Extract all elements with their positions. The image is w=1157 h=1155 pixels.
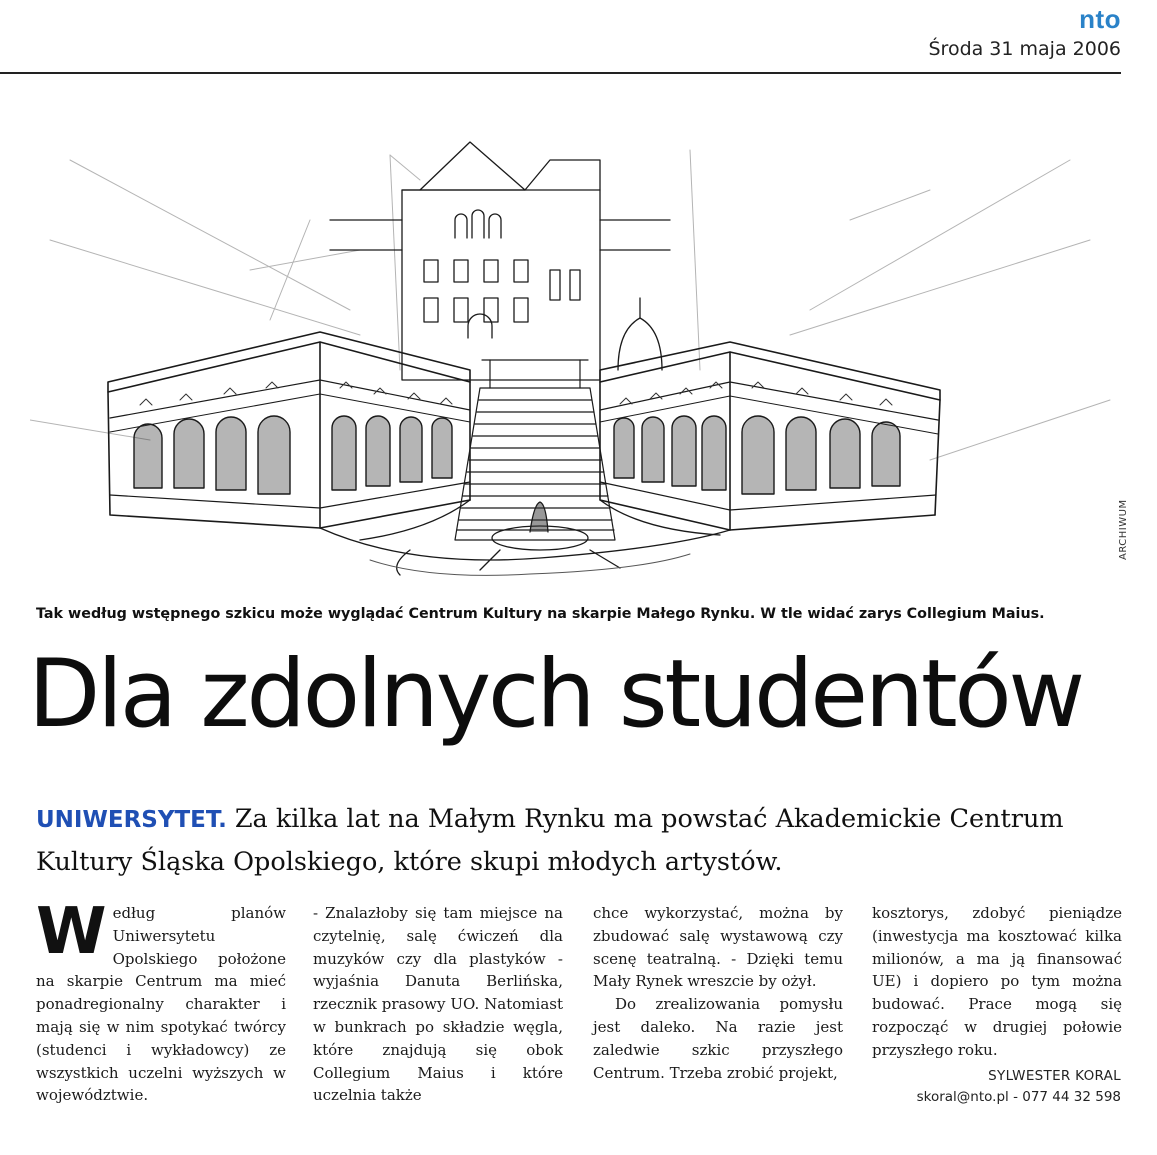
section-kicker: UNIWERSYTET. [36, 807, 227, 833]
column-3-paragraph-2: Do zrealizowania pomysłu jest daleko. Na razie jest zaledwie szkic przyszłego Centrum. Trzeba zrobić projekt, [593, 995, 843, 1082]
image-caption: Tak według wstępnego szkicu może wyglądać Centrum Kultury na skarpie Małego Rynku. W tle widać zarys Collegium Maius. [36, 606, 1045, 622]
photo-credit: ARCHIWUM [1118, 499, 1129, 560]
author-contact: skoral@nto.pl - 077 44 32 598 [916, 1089, 1121, 1105]
issue-date: Środa 31 maja 2006 [928, 38, 1121, 60]
article-lead [36, 798, 1106, 883]
author-byline: SYLWESTER KORAL [988, 1068, 1121, 1084]
column-4-text: kosztorys, zdobyć pieniądze (inwestycja ma kosztować kilka milionów, a ma ją finansować UE) i dopiero po tym można budować. Prace mogą się rozpocząć w drugiej połowie przyszłego roku. [872, 904, 1122, 1059]
article-headline: Dla zdolnych studentów [28, 640, 1082, 749]
column-3-paragraph-1: chce wykorzystać, można by zbudować salę wystawową czy scenę teatralną. - Dzięki temu Mały Rynek wreszcie by ożył. [593, 904, 843, 991]
column-2-text: - Znalazłoby się tam miejsce na czytelnię, salę ćwiczeń dla muzyków czy dla plastyków - wyjaśnia Danuta Berlińska, rzecznik prasowy UO. Natomiast w bunkrach po składzie węgla, które znajdują się obok Collegium Maius i które uczelnia także [313, 904, 563, 1105]
article-column-2 [313, 902, 563, 1107]
article-column-1 [36, 895, 286, 1107]
header-divider [0, 72, 1121, 74]
column-1-text: edług planów Uniwersytetu Opolskiego położone na skarpie Centrum ma mieć ponadregionalny charakter i mają się w nim spotykać twórcy (studenci i wykładowcy) ze wszystkich uczelni wyższych w województwie. [36, 904, 286, 1105]
article-column-3 [593, 902, 843, 1084]
publication-logo: nto [1079, 4, 1121, 34]
lead-text: Za kilka lat na Małym Rynku ma powstać Akademickie Centrum Kultury Śląska Opolskiego, które skupi młodych artystów. [36, 804, 1064, 877]
building-sketch-image [30, 120, 1120, 600]
drop-cap: W [36, 895, 107, 969]
article-column-4 [872, 902, 1122, 1062]
